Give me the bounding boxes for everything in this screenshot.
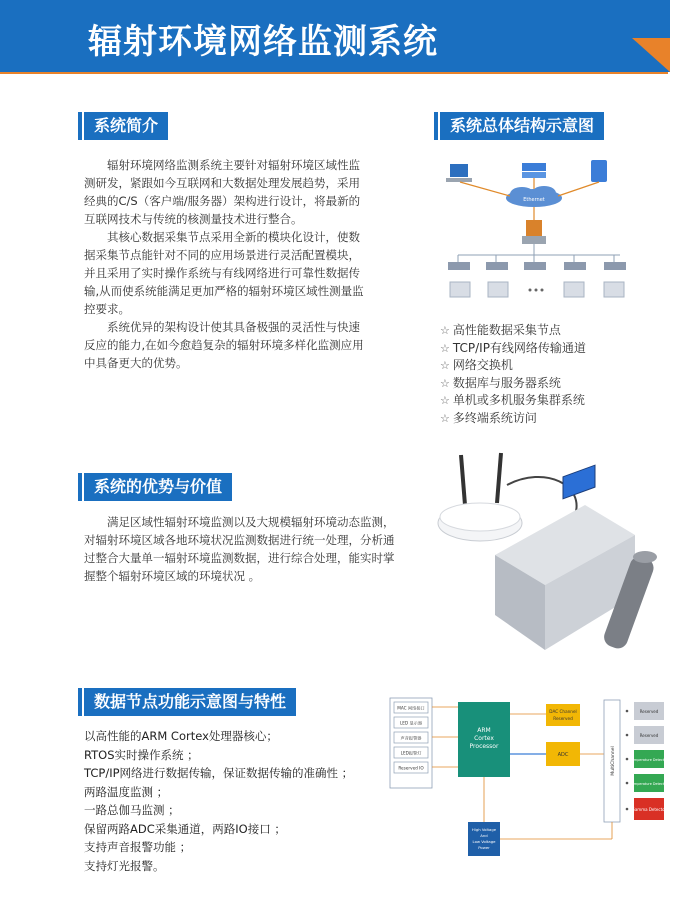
link-line bbox=[558, 182, 599, 196]
intro-paragraph-3: 系统优异的架构设计使其具备极强的灵活性与快速反应的能力,在如今愈趋复杂的辐射环境多样化监测应用中具备更大的优势。 bbox=[84, 320, 364, 370]
right-block-label: Gamma Detector bbox=[631, 807, 667, 812]
star-icon: ☆ bbox=[440, 376, 450, 390]
adc-label: ADC bbox=[557, 752, 569, 758]
advantage-paragraph: 满足区域性辐射环境监测以及大规模辐射环境动态监测，对辐射环境区域各地环境状况监测数据进行统一处理，分析通过整合大量单一辐射环境监测数据，进行综合处理，能实时掌握整个辐射环境区域的环境状况 。 bbox=[84, 515, 395, 583]
node-feature-item: 一路总伽马监测 ； bbox=[84, 803, 180, 817]
star-icon: ☆ bbox=[440, 359, 450, 372]
right-block-label: Temperature Detector bbox=[630, 758, 668, 762]
intro-text bbox=[84, 156, 364, 372]
io-block-label: LED报警灯 bbox=[400, 750, 422, 756]
intro-section-title: 系统简介 bbox=[84, 112, 168, 140]
feature-item: ☆ 数据库与服务器系统 bbox=[440, 375, 561, 390]
feature-item: ☆ 多终端系统访问 bbox=[440, 410, 537, 425]
power-label: High Voltage bbox=[471, 827, 497, 832]
intro-paragraph-1: 辐射环境网络监测系统主要针对辐射环境区域性监测研发，紧跟如今互联网和大数据处理发展趋势，采用经典的C/S（客户端/服务器）架构进行设计，将最新的互联网技术与传统的核测量技术进行整合。 bbox=[84, 158, 361, 226]
architecture-diagram bbox=[438, 150, 638, 318]
io-block-label: Reserved IO bbox=[398, 765, 424, 771]
node-feature-item: 保留两路ADC采集通道，两路IO接口 ； bbox=[84, 821, 286, 836]
left-io-blocks bbox=[390, 698, 432, 788]
feature-item: ☆ TCP/IP有线网络传输通道 bbox=[440, 340, 586, 355]
server-icon bbox=[522, 163, 546, 178]
right-block-label: Temperature Detector bbox=[630, 782, 668, 786]
device-illustration bbox=[425, 445, 675, 665]
node-feature-item: 以高性能的ARM Cortex处理器核心； bbox=[84, 729, 278, 743]
power-label: Power bbox=[478, 845, 490, 850]
io-block-label: MAC 网络接口 bbox=[397, 705, 425, 711]
connector-dots bbox=[626, 710, 629, 811]
node-feature-item: 两路温度监测 ； bbox=[84, 784, 169, 799]
ethernet-label: Ethernet bbox=[523, 197, 545, 203]
right-block-label: Reserved bbox=[639, 709, 659, 714]
network-switch-icon bbox=[522, 220, 546, 244]
router-icon bbox=[438, 453, 522, 541]
link-line bbox=[460, 182, 510, 196]
node-section-title: 数据节点功能示意图与特性 bbox=[84, 688, 296, 716]
right-block-label: Reserved bbox=[639, 733, 659, 738]
star-icon: ☆ bbox=[440, 394, 450, 407]
advantage-section-title: 系统的优势与价值 bbox=[84, 473, 232, 501]
node-feature-item: 支持声音报警功能 ； bbox=[84, 840, 192, 854]
page-header bbox=[0, 0, 700, 80]
dac-label: DAC Channel bbox=[549, 709, 577, 714]
star-icon: ☆ bbox=[440, 411, 450, 425]
power-label: Low Voltage bbox=[472, 839, 496, 844]
node-feature-item: TCP/IP网络进行数据传输，保证数据传输的准确性 ； bbox=[84, 766, 354, 780]
arm-label: Processor bbox=[469, 743, 499, 750]
power-label: And bbox=[480, 833, 488, 838]
page-title: 辐射环境网络监测系统 bbox=[88, 22, 438, 62]
architecture-feature-list bbox=[440, 322, 586, 427]
intro-paragraph-2: 其核心数据采集节点采用全新的模块化设计，使数据采集节点能针对不同的应用场景进行灵活配置模块，并且采用了实时操作系统与有线网络进行可靠性数据传输,从而使系统能满足更加严格的辐射环境区域性测量监控要求。 bbox=[84, 230, 364, 316]
node-block-diagram bbox=[388, 694, 668, 864]
feature-item: ☆ 网络交换机 bbox=[440, 358, 513, 372]
arm-label: ARM bbox=[477, 727, 491, 734]
star-icon: ☆ bbox=[440, 324, 450, 337]
io-block-label: 声音报警器 bbox=[400, 735, 422, 741]
star-icon: ☆ bbox=[440, 341, 450, 355]
arch-section-title: 系统总体结构示意图 bbox=[440, 112, 604, 140]
client-computer-icon bbox=[446, 164, 472, 182]
node-feature-list bbox=[84, 727, 353, 875]
feature-item: ☆ 高性能数据采集节点 bbox=[440, 323, 561, 337]
header-corner-accent bbox=[632, 38, 670, 72]
dac-block bbox=[546, 704, 580, 726]
multichannel-label: MultiChannel bbox=[611, 746, 616, 776]
advantage-text bbox=[84, 513, 404, 585]
node-feature-item: RTOS实时操作系统 ； bbox=[84, 747, 199, 762]
detector-row bbox=[450, 282, 624, 297]
feature-item: ☆ 单机或多机服务集群系统 bbox=[440, 393, 585, 407]
node-feature-item: 支持灯光报警。 bbox=[84, 858, 165, 873]
dac-label: Reserved bbox=[553, 716, 573, 721]
io-block-label: LED 显示器 bbox=[399, 720, 423, 726]
node-row bbox=[448, 262, 626, 270]
arm-label: Cortex bbox=[474, 735, 494, 742]
tablet-icon bbox=[591, 160, 607, 182]
